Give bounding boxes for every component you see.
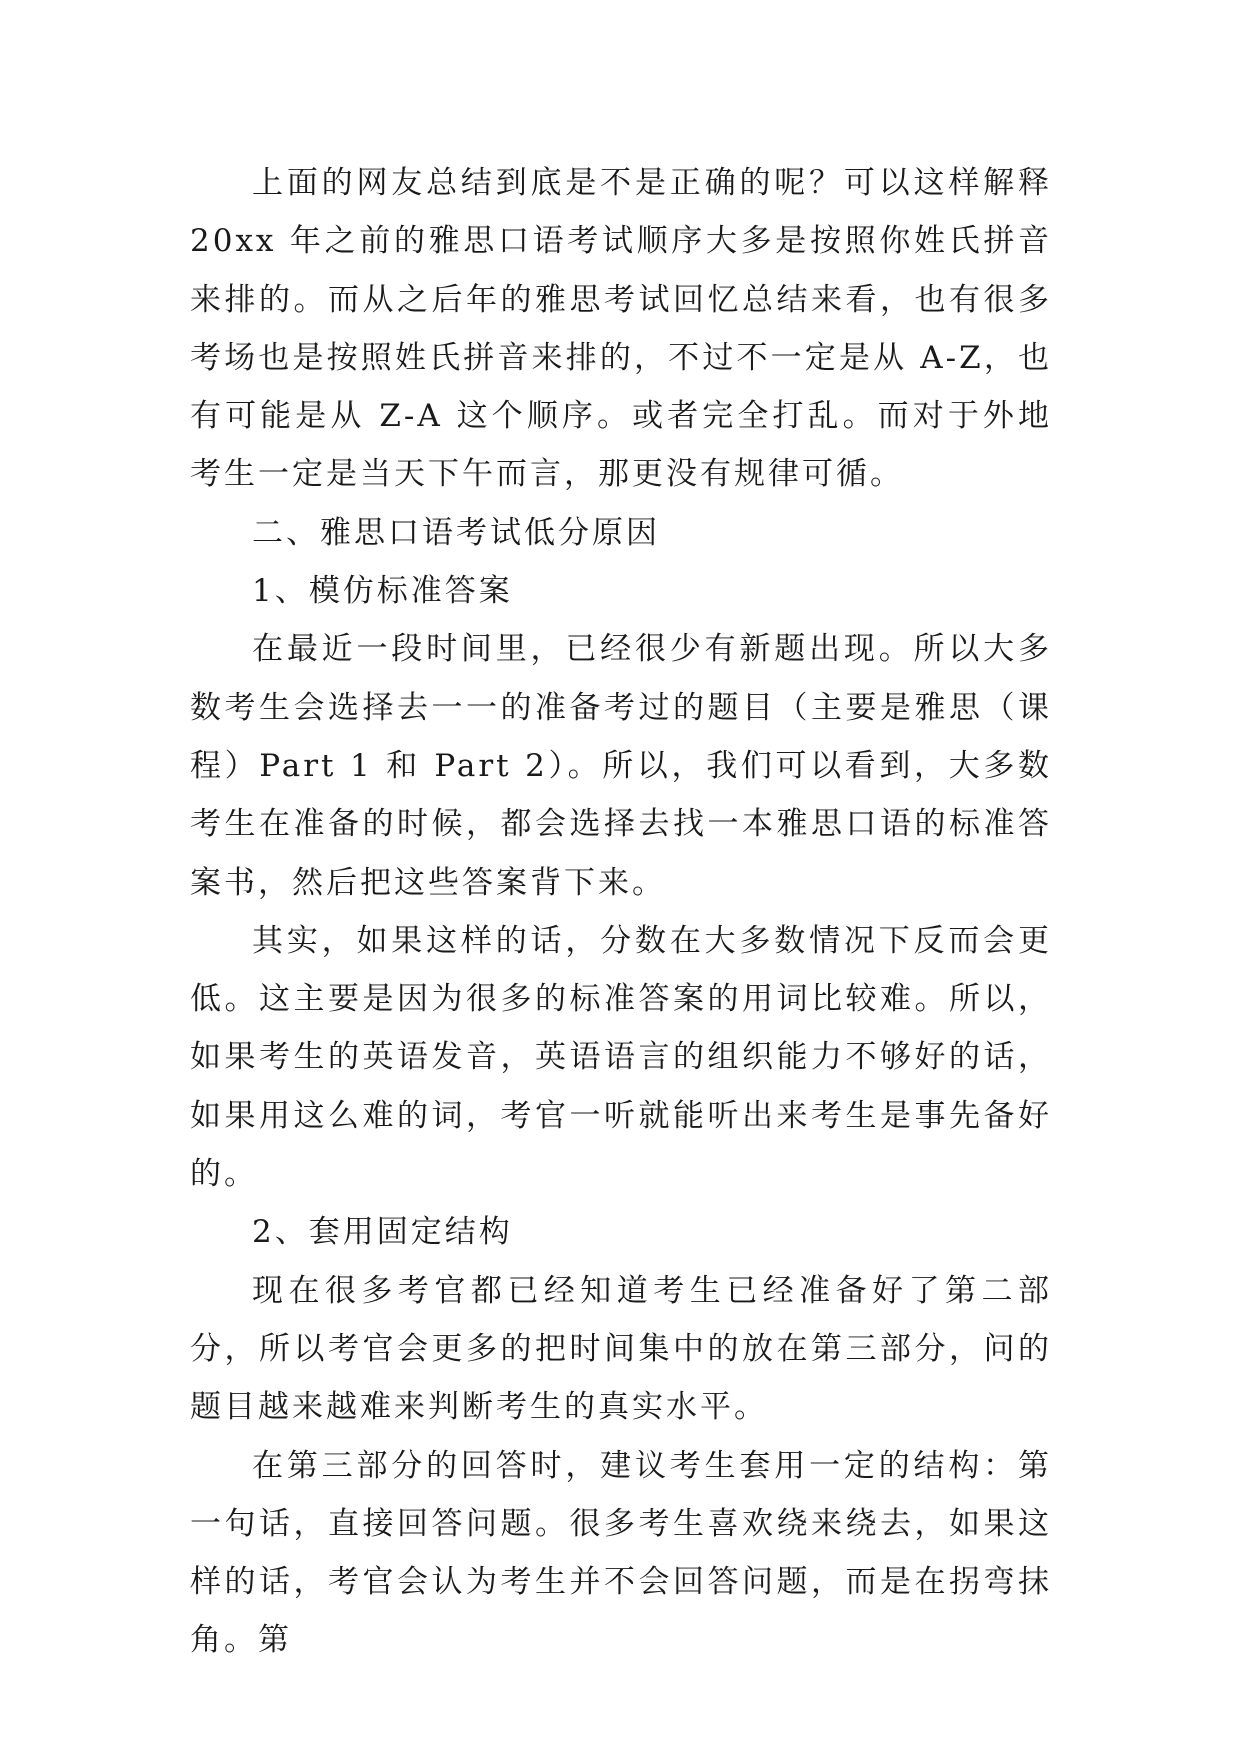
subheading-fixed-structure: 2、套用固定结构 xyxy=(252,1214,513,1251)
paragraph-part-three-structure: 在第三部分的回答时，建议考生套用一定的结构：第一句话，直接回答问题。很多考生喜欢绕来绕去，如果这样的话，考官会认为考生并不会回答问题，而是在拐弯抹角。第 xyxy=(190,1447,1052,1659)
paragraph-intro-explanation: 上面的网友总结到底是不是正确的呢？可以这样解释 20xx 年之前的雅思口语考试顺序大多是按照你姓氏拼音来排的。而从之后年的雅思考试回忆总结来看，也有很多考场也是按照姓氏拼音来排的，不过不一定是从 A-Z，也有可能是从 Z-A 这个顺序。或者完全打乱。而对于外地考生一定是当天下午而言，那更没有规律可循。 xyxy=(190,165,1052,493)
document-body xyxy=(190,154,1052,1670)
paragraph-recent-questions: 在最近一段时间里，已经很少有新题出现。所以大多数考生会选择去一一的准备考过的题目（主要是雅思（课程）Part 1 和 Part 2）。所以，我们可以看到，大多数考生在准备的时候，都会选择去找一本雅思口语的标准答案书，然后把这些答案背下来。 xyxy=(190,631,1052,901)
paragraph-lower-score: 其实，如果这样的话，分数在大多数情况下反而会更低。这主要是因为很多的标准答案的用词比较难。所以，如果考生的英语发音，英语语言的组织能力不够好的话，如果用这么难的词，考官一听就能听出来考生是事先备好的。 xyxy=(190,922,1052,1193)
section-heading-low-score-reasons: 二、雅思口语考试低分原因 xyxy=(252,514,660,551)
subheading-imitate-standard-answers: 1、模仿标准答案 xyxy=(252,573,513,610)
paragraph-examiner-focus: 现在很多考官都已经知道考生已经准备好了第二部分，所以考官会更多的把时间集中的放在第三部分，问的题目越来越难来判断考生的真实水平。 xyxy=(190,1272,1052,1426)
